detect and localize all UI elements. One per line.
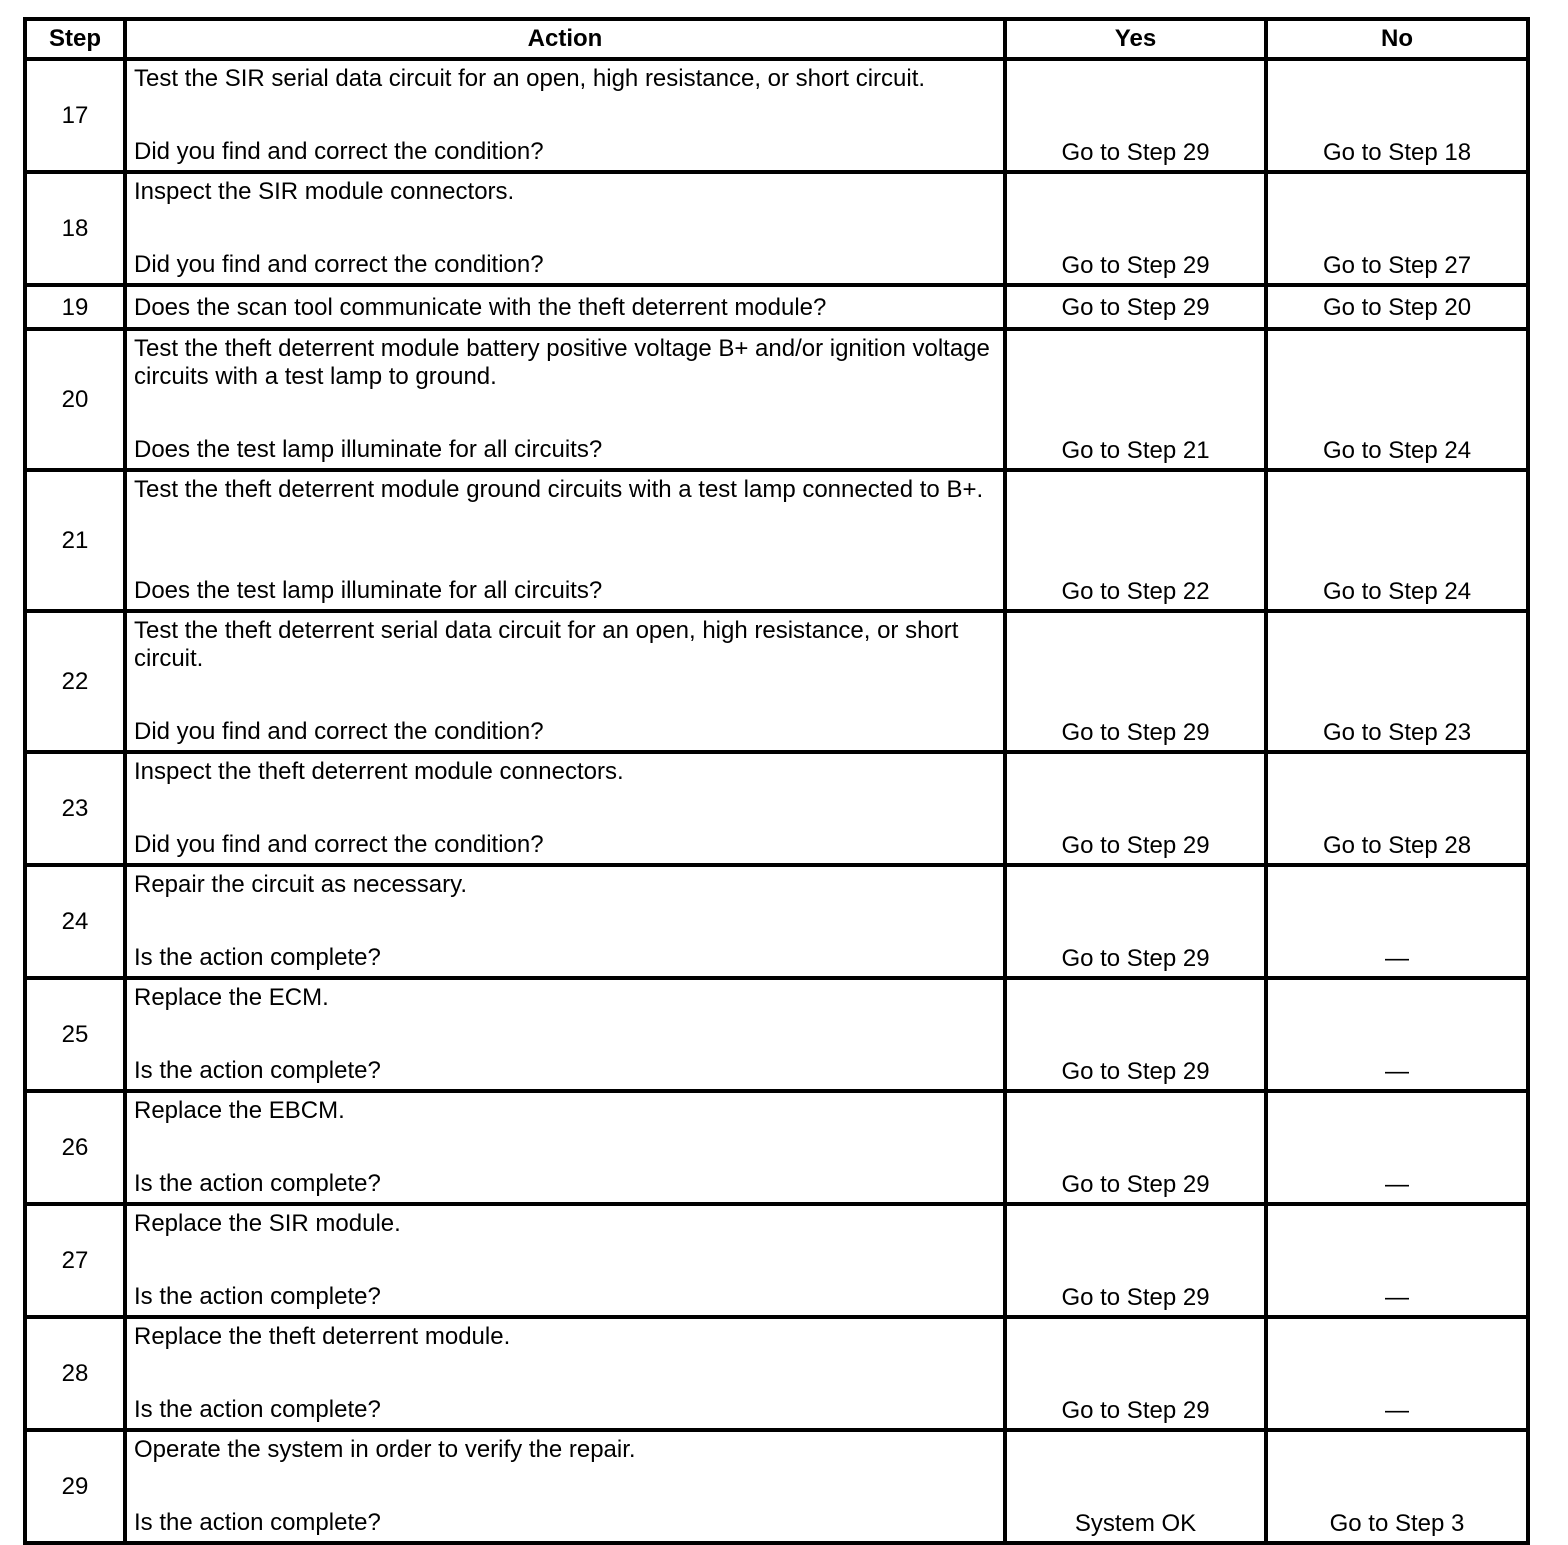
- header-action: Action: [125, 19, 1005, 59]
- action-instruction: Test the theft deterrent serial data circuit for an open, high resistance, or short circuit.: [134, 617, 959, 672]
- step-number: 29: [25, 1430, 125, 1543]
- action-cell: [125, 1091, 1005, 1204]
- yes-result: Go to Step 29: [1005, 285, 1266, 329]
- step-number: 26: [25, 1091, 125, 1204]
- yes-result: Go to Step 29: [1005, 1204, 1266, 1317]
- action-cell: [125, 1317, 1005, 1430]
- no-result: Go to Step 20: [1266, 285, 1528, 329]
- action-instruction: Repair the circuit as necessary.: [134, 871, 468, 898]
- yes-result: Go to Step 29: [1005, 59, 1266, 172]
- step-number: 20: [25, 329, 125, 470]
- table-row: [25, 1204, 1528, 1317]
- yes-result: Go to Step 29: [1005, 865, 1266, 978]
- action-instruction: Inspect the theft deterrent module connectors.: [134, 758, 624, 785]
- action-instruction: Replace the theft deterrent module.: [134, 1323, 511, 1350]
- step-number: 17: [25, 59, 125, 172]
- table-row: [25, 470, 1528, 611]
- table-row: [25, 59, 1528, 172]
- action-instruction: Operate the system in order to verify the repair.: [134, 1436, 636, 1463]
- no-result: Go to Step 18: [1266, 59, 1528, 172]
- step-number: 18: [25, 172, 125, 285]
- no-result: Go to Step 23: [1266, 611, 1528, 752]
- action-cell: [125, 59, 1005, 172]
- action-instruction: Does the scan tool communicate with the theft deterrent module?: [134, 293, 827, 321]
- step-number: 24: [25, 865, 125, 978]
- action-instruction: Test the theft deterrent module ground circuits with a test lamp connected to B+.: [134, 476, 984, 503]
- step-number: 27: [25, 1204, 125, 1317]
- action-instruction: Test the SIR serial data circuit for an open, high resistance, or short circuit.: [134, 65, 926, 92]
- no-result: Go to Step 28: [1266, 752, 1528, 865]
- no-result: —: [1266, 1091, 1528, 1204]
- table-row: [25, 978, 1528, 1091]
- table-row: [25, 752, 1528, 865]
- yes-result: Go to Step 29: [1005, 978, 1266, 1091]
- yes-result: Go to Step 29: [1005, 1091, 1266, 1204]
- no-result: Go to Step 3: [1266, 1430, 1528, 1543]
- header-yes: Yes: [1005, 19, 1266, 59]
- table-row: [25, 1430, 1528, 1543]
- action-instruction: Replace the ECM.: [134, 984, 329, 1011]
- header-no: No: [1266, 19, 1528, 59]
- action-question: Is the action complete?: [134, 944, 381, 971]
- action-cell: [125, 285, 1005, 329]
- action-cell: [125, 978, 1005, 1091]
- step-number: 23: [25, 752, 125, 865]
- step-number: 28: [25, 1317, 125, 1430]
- action-cell: [125, 865, 1005, 978]
- action-cell: [125, 752, 1005, 865]
- no-result: Go to Step 24: [1266, 470, 1528, 611]
- yes-result: Go to Step 22: [1005, 470, 1266, 611]
- action-question: Is the action complete?: [134, 1509, 381, 1536]
- action-cell: [125, 172, 1005, 285]
- no-result: —: [1266, 978, 1528, 1091]
- action-question: Is the action complete?: [134, 1283, 381, 1310]
- no-result: Go to Step 24: [1266, 329, 1528, 470]
- step-number: 21: [25, 470, 125, 611]
- table-row: [25, 285, 1528, 329]
- table-row: [25, 329, 1528, 470]
- diagnostic-steps-table: [23, 17, 1530, 1545]
- action-cell: [125, 1204, 1005, 1317]
- table-header-row: [25, 19, 1528, 59]
- action-question: Did you find and correct the condition?: [134, 831, 544, 858]
- no-result: —: [1266, 1204, 1528, 1317]
- action-cell: [125, 329, 1005, 470]
- no-result: —: [1266, 865, 1528, 978]
- table-row: [25, 611, 1528, 752]
- table-row: [25, 865, 1528, 978]
- diagnostic-table-container: [23, 17, 1526, 1545]
- action-question: Is the action complete?: [134, 1396, 381, 1423]
- action-question: Did you find and correct the condition?: [134, 718, 544, 745]
- yes-result: Go to Step 21: [1005, 329, 1266, 470]
- action-question: Does the test lamp illuminate for all circuits?: [134, 577, 603, 604]
- action-instruction: Inspect the SIR module connectors.: [134, 178, 515, 205]
- table-row: [25, 1091, 1528, 1204]
- step-number: 25: [25, 978, 125, 1091]
- yes-result: Go to Step 29: [1005, 1317, 1266, 1430]
- yes-result: Go to Step 29: [1005, 611, 1266, 752]
- action-instruction: Test the theft deterrent module battery positive voltage B+ and/or ignition voltage circuits with a test lamp to ground.: [134, 335, 990, 390]
- action-instruction: Replace the SIR module.: [134, 1210, 401, 1237]
- table-row: [25, 1317, 1528, 1430]
- action-question: Is the action complete?: [134, 1057, 381, 1084]
- yes-result: System OK: [1005, 1430, 1266, 1543]
- yes-result: Go to Step 29: [1005, 752, 1266, 865]
- action-question: Is the action complete?: [134, 1170, 381, 1197]
- action-question: Does the test lamp illuminate for all circuits?: [134, 436, 603, 463]
- header-step: Step: [25, 19, 125, 59]
- action-question: Did you find and correct the condition?: [134, 138, 544, 165]
- no-result: Go to Step 27: [1266, 172, 1528, 285]
- table-row: [25, 172, 1528, 285]
- action-cell: [125, 470, 1005, 611]
- action-instruction: Replace the EBCM.: [134, 1097, 345, 1124]
- step-number: 19: [25, 285, 125, 329]
- action-cell: [125, 1430, 1005, 1543]
- action-question: Did you find and correct the condition?: [134, 251, 544, 278]
- action-cell: [125, 611, 1005, 752]
- yes-result: Go to Step 29: [1005, 172, 1266, 285]
- no-result: —: [1266, 1317, 1528, 1430]
- step-number: 22: [25, 611, 125, 752]
